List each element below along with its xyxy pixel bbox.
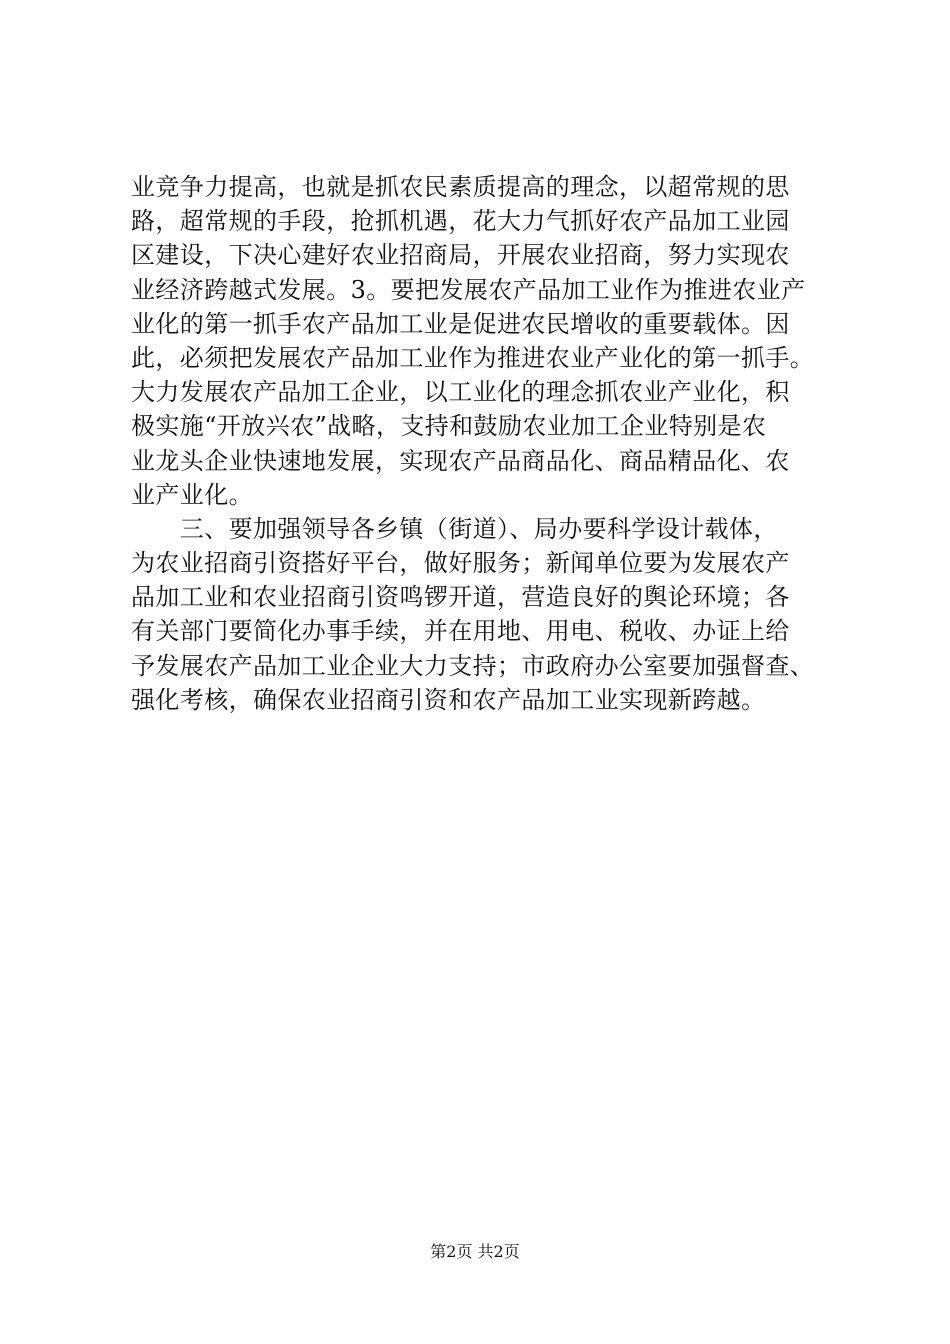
text-line: 业经济跨越式发展。3。要把发展农产品加工业作为推进农业产 [131,275,806,304]
text-line: 业龙头企业快速地发展，实现农产品商品化、商品精品化、农 [131,446,790,475]
text-line: 予发展农产品加工业企业大力支持；市政府办公室要加强督查、 [131,651,815,680]
text-line: 极实施“开放兴农”战略，支持和鼓励农业加工企业特别是农 [131,412,767,441]
text-line: 三、要加强领导各乡镇（街道）、局办要科学设计载体， [131,514,778,543]
text-line: 业竞争力提高，也就是抓农民素质提高的理念，以超常规的思 [131,173,790,201]
text-line: 强化考核，确保农业招商引资和农产品加工业实现新跨越。 [131,685,766,714]
text-line: 为农业招商引资搭好平台，做好服务；新闻单位要为发展农产 [131,549,790,578]
text-line: 有关部门要简化办事手续，并在用地、用电、税收、办证上给 [131,617,790,646]
text-line: 大力发展农产品加工企业，以工业化的理念抓农业产业化，积 [131,378,790,407]
text-line: 区建设，下决心建好农业招商局，开展农业招商，努力实现农 [131,241,790,270]
text-line: 业化的第一抓手农产品加工业是促进农民增收的重要载体。因 [131,309,790,338]
body-text [131,170,851,717]
text-line: 此，必须把发展农产品加工业作为推进农业产业化的第一抓手。 [131,343,815,372]
text-line: 路，超常规的手段，抢抓机遇，花大力气抓好农产品加工业园 [131,207,790,236]
page-footer [0,1242,950,1262]
text-line: 品加工业和农业招商引资鸣锣开道，营造良好的舆论环境；各 [131,583,790,612]
page-number-label: 第2页 共2页 [430,1242,520,1261]
text-line: 业产业化。 [131,480,253,509]
